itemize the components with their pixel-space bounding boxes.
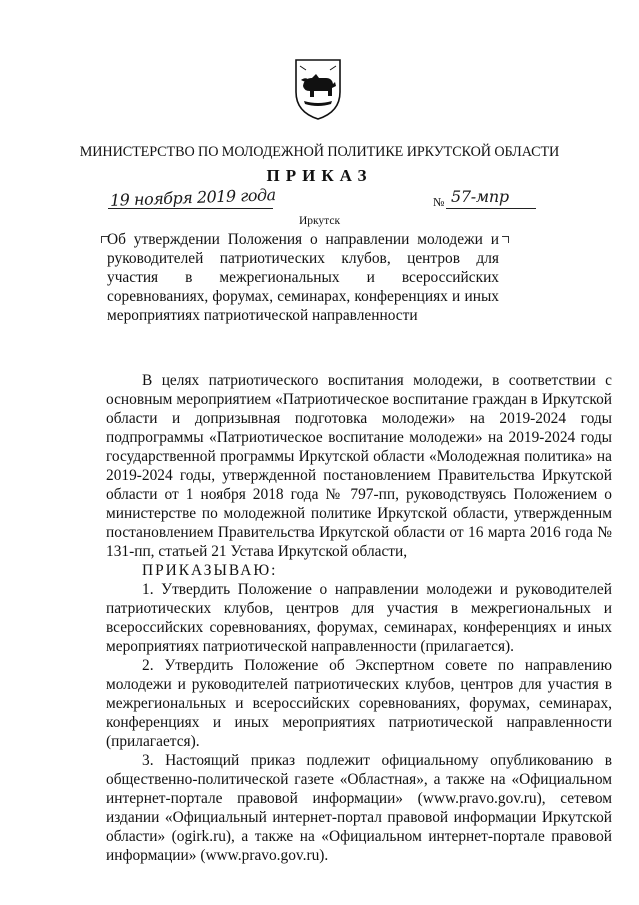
order-item-2: 2. Утвердить Положение об Экспертном совете по направлению молодежи и руководителей патриотических клубов, центров для участия в межрегиональных и всероссийских соревнованиях, форумах, семинарах, конференциях и иных мероприятиях патриотической направленности (прилагается). [106,657,612,750]
preamble-paragraph: В целях патриотического воспитания молодежи, в соответствии с основным мероприятием «Патриотическое воспитание граждан в Иркутской области и допризывная подготовка молодежи» на 2019-2024 годы подпрограммы «Патриотическое воспитание молодежи» на 2019-2024 годы государственной программы Иркутской области «Молодежная политика» на 2019-2024 годы, утвержденной постановлением Правительства Иркутской области от 1 ноября 2018 года № 797-пп, руководствуясь Положением о министерстве по молодежной политике Иркутской области, утвержденным постановлением Правительства Иркутской области от 16 марта 2016 года № 131-пп, статьей 21 Устава Иркутской области, [106,372,612,560]
order-body [106,371,612,865]
document-type-heading: ПРИКАЗ [266,166,373,185]
coat-of-arms-icon [292,56,344,122]
order-item-3: 3. Настоящий приказ подлежит официальному опубликованию в общественно-политической газете «Областная», а также на «Официальном интернет-портале правовой информации» (www.pravo.gov.ru), сетевом издании «Официальный интернет-портал правовой информации Иркутской области» (ogirk.ru), а также на «Официальном интернет-портале правовой информации» (www.pravo.gov.ru). [106,752,612,864]
handwritten-date: 19 ноября 2019 года [109,185,276,210]
subject-right-corner-mark [502,236,509,243]
order-word: ПРИКАЗЫВАЮ: [142,562,278,579]
order-item-1: 1. Утвердить Положение о направлении молодежи и руководителей патриотических клубов, центров для участия в межрегиональных и всероссийских соревнованиях, форумах, семинарах, конференциях и иных мероприятиях патриотической направленности (прилагается). [106,581,612,655]
order-subject: Об утверждении Положения о направлении молодежи и руководителей патриотических клубов, центров для участия в межрегиональных и всероссийских соревнованиях, форумах, семинарах, конференциях и иных мероприятиях патриотической направленности [107,231,499,324]
city-name: Иркутск [298,215,341,227]
ministry-name: МИНИСТЕРСТВО ПО МОЛОДЕЖНОЙ ПОЛИТИКЕ ИРКУТСКОЙ ОБЛАСТИ [79,144,560,160]
number-sign: № [433,195,445,209]
handwritten-number: 57-мпр [451,187,509,206]
